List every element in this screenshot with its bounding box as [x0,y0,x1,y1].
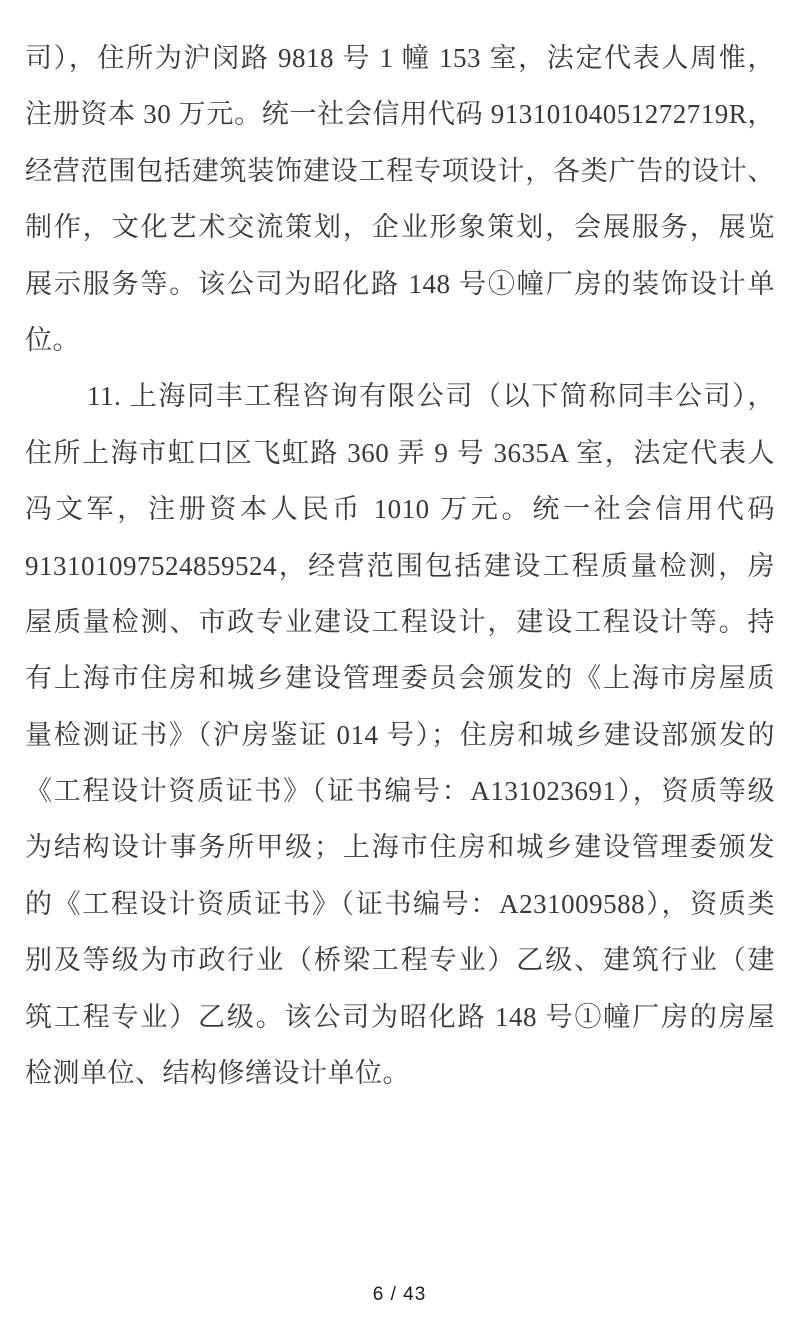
text-line: 司），住所为沪闵路 9818 号 1 幢 153 室，法定代表人周惟， [25,43,775,73]
text-line: 量检测证书》（沪房鉴证 014 号）；住房和城乡建设部颁发的 [25,719,775,750]
text-line: 制作，文化艺术交流策划，企业形象策划，会展服务，展览 [25,212,775,243]
text-line: 913101097524859524，经营范围包括建设工程质量检测，房 [25,550,775,581]
paragraph-company-11 [25,368,775,1101]
text-line: 检测单位、结构修缮设计单位。 [25,1058,410,1089]
text-line: 《工程设计资质证书》（证书编号：A131023691），资质等级 [25,776,775,807]
text-line: 位。 [25,324,80,355]
text-line: 注册资本 30 万元。统一社会信用代码 91310104051272719R， [25,99,775,130]
text-line: 展示服务等。该公司为昭化路 148 号①幢厂房的装饰设计单 [25,268,775,299]
page-number: 6 / 43 [372,1284,427,1305]
paragraph-company-10-continued [25,30,775,368]
text-line: 经营范围包括建筑装饰建设工程专项设计，各类广告的设计、 [25,155,775,186]
text-line: 屋质量检测、市政专业建设工程设计，建设工程设计等。持 [25,606,775,637]
text-line: 筑工程专业）乙级。该公司为昭化路 148 号①幢厂房的房屋 [25,1001,775,1032]
text-line: 住所上海市虹口区飞虹路 360 弄 9 号 3635A 室，法定代表人 [25,437,775,468]
text-line: 别及等级为市政行业（桥梁工程专业）乙级、建筑行业（建 [25,945,775,976]
text-line: 的《工程设计资质证书》（证书编号：A231009588），资质类 [25,888,775,919]
text-line: 有上海市住房和城乡建设管理委员会颁发的《上海市房屋质 [25,663,775,694]
text-line: 11. 上海同丰工程咨询有限公司（以下简称同丰公司）， [87,381,775,412]
document-body [25,30,775,1101]
text-line: 为结构设计事务所甲级；上海市住房和城乡建设管理委颁发 [25,832,775,863]
text-line: 冯文军，注册资本人民币 1010 万元。统一社会信用代码 [25,494,775,525]
